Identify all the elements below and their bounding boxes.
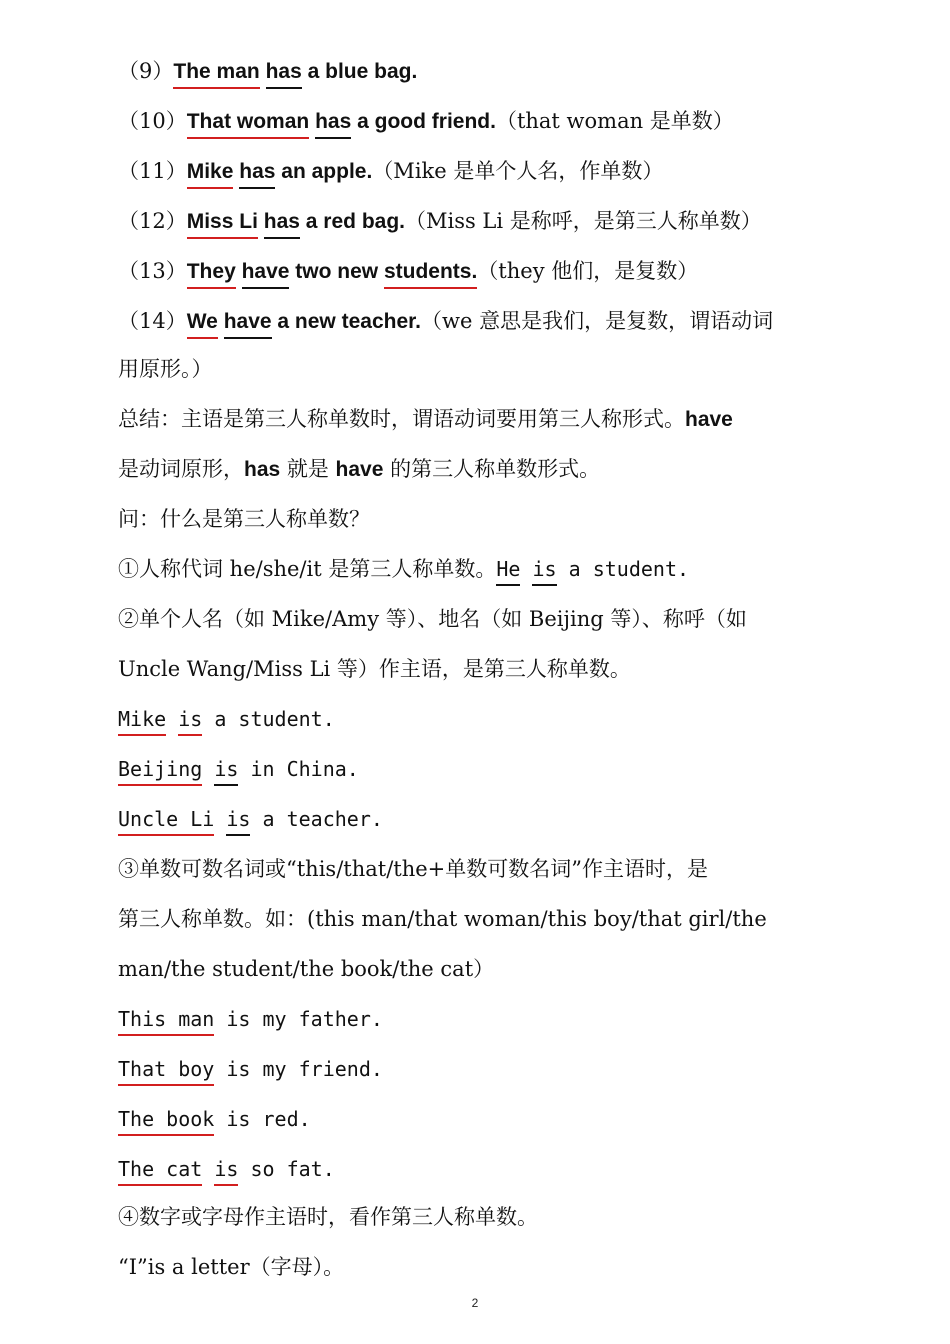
example-13 [118,256,878,286]
sentence-middle: two new [289,260,384,283]
verb-underlined: has [264,209,300,239]
rule-1 [118,554,878,584]
subject-underlined: We [187,309,218,339]
sentence-rest: a blue bag. [301,60,418,83]
sentence-rest: a good friend. [351,110,496,133]
rule-3-example-2 [118,1054,878,1084]
subject-underlined: He [496,556,520,586]
example-10 [118,106,878,136]
summary-line-1 [118,404,878,434]
sentence-rest: is red. [214,1107,311,1131]
subject-underlined: Beijing [118,756,202,786]
rule-2-example-3 [118,804,878,834]
summary-keyword: has [244,458,281,481]
subject-underlined: That woman [187,109,310,139]
subject-underlined: Miss Li [187,209,258,239]
example-note: （that woman 是单数） [495,109,734,133]
sentence-rest: in China. [238,757,359,781]
subject-underlined: Uncle Li [118,806,214,836]
verb-underlined: is [532,556,556,586]
example-11 [118,156,878,186]
example-number: （11） [118,159,187,183]
rule-3-example-3 [118,1104,878,1134]
summary-keyword: have [685,408,733,431]
subject-underlined: This man [118,1006,214,1036]
summary-text: 总结：主语是第三人称单数时，谓语动词要用第三人称形式。 [118,407,685,431]
sentence-rest: an apple. [275,160,373,183]
sentence-rest: a teacher. [250,807,383,831]
sentence-rest: so fat. [238,1157,335,1181]
rule-text: ③单数可数名词或“this/that/the+单数可数名词”作主语时，是 [118,857,708,881]
summary-text: 就是 [280,457,336,481]
rule-text: Uncle Wang/Miss Li 等）作主语，是第三人称单数。 [118,657,631,681]
example-number: （9） [118,59,174,83]
rule-2-example-1 [118,704,878,734]
subject-underlined: The book [118,1106,214,1136]
example-number: （10） [118,109,187,133]
verb-underlined: is [178,706,202,736]
summary-keyword: have [335,458,384,481]
rule-text: ②单个人名（如 Mike/Amy 等）、地名（如 Beijing 等）、称呼（如 [118,607,747,631]
verb-underlined: is [226,806,250,836]
example-note: （Miss Li 是称呼，是第三人称单数） [404,209,762,233]
subject-underlined: That boy [118,1056,214,1086]
sentence-rest: a student. [202,707,335,731]
rule-text: ④数字或字母作主语时，看作第三人称单数。 [118,1205,538,1229]
subject-underlined: The cat [118,1156,202,1186]
verb-underlined: has [266,59,302,89]
sentence-rest: is my father. [214,1007,383,1031]
sentence-rest: is my friend. [214,1057,383,1081]
rule-2-line-2 [118,654,878,684]
summary-text: 是动词原形， [118,457,244,481]
note-continuation: 用原形。） [118,357,213,381]
rule-text: “I”is a letter（字母）。 [118,1255,345,1279]
example-14 [118,306,878,336]
example-note: （Mike 是单个人名，作单数） [372,159,664,183]
verb-underlined: has [315,109,351,139]
subject-underlined: They [187,259,236,289]
rule-2-line-1 [118,604,878,634]
question-line [118,504,878,534]
object-underlined: students. [384,259,477,289]
question-text: 问：什么是第三人称单数？ [118,507,370,531]
example-note: （they 他们，是复数） [477,259,699,283]
subject-underlined: Mike [187,159,234,189]
example-9 [118,56,878,86]
verb-underlined: have [242,259,290,289]
example-number: （14） [118,309,187,333]
verb-underlined: has [239,159,275,189]
rule-3-example-4 [118,1154,878,1184]
summary-line-2 [118,454,878,484]
verb-underlined: have [224,309,272,339]
example-12 [118,206,878,236]
page-number: 2 [471,1296,479,1310]
example-number: （13） [118,259,187,283]
rule-3-line-1 [118,854,878,884]
example-14-continued [118,354,878,384]
sentence-rest: a red bag. [299,210,405,233]
example-number: （12） [118,209,187,233]
rule-3-line-2 [118,904,878,934]
verb-underlined: is [214,1156,238,1186]
rule-4-line-1 [118,1202,878,1232]
sentence-rest: a student. [556,557,690,581]
rule-2-example-2 [118,754,878,784]
rule-text: man/the student/the book/the cat） [118,957,495,981]
subject-underlined: Mike [118,706,166,736]
verb-underlined: is [214,756,238,786]
rule-4-line-2 [118,1252,878,1282]
rule-text: 第三人称单数。如：(this man/that woman/this boy/that girl/the [118,907,767,931]
example-note: （we 意思是我们，是复数，谓语动词 [421,309,774,333]
subject-underlined: The man [173,59,259,89]
rule-3-example-1 [118,1004,878,1034]
rule-text: ①人称代词 he/she/it 是第三人称单数。 [118,557,497,581]
rule-3-line-3 [118,954,878,984]
sentence-rest: a new teacher. [271,310,421,333]
summary-text: 的第三人称单数形式。 [383,457,601,481]
